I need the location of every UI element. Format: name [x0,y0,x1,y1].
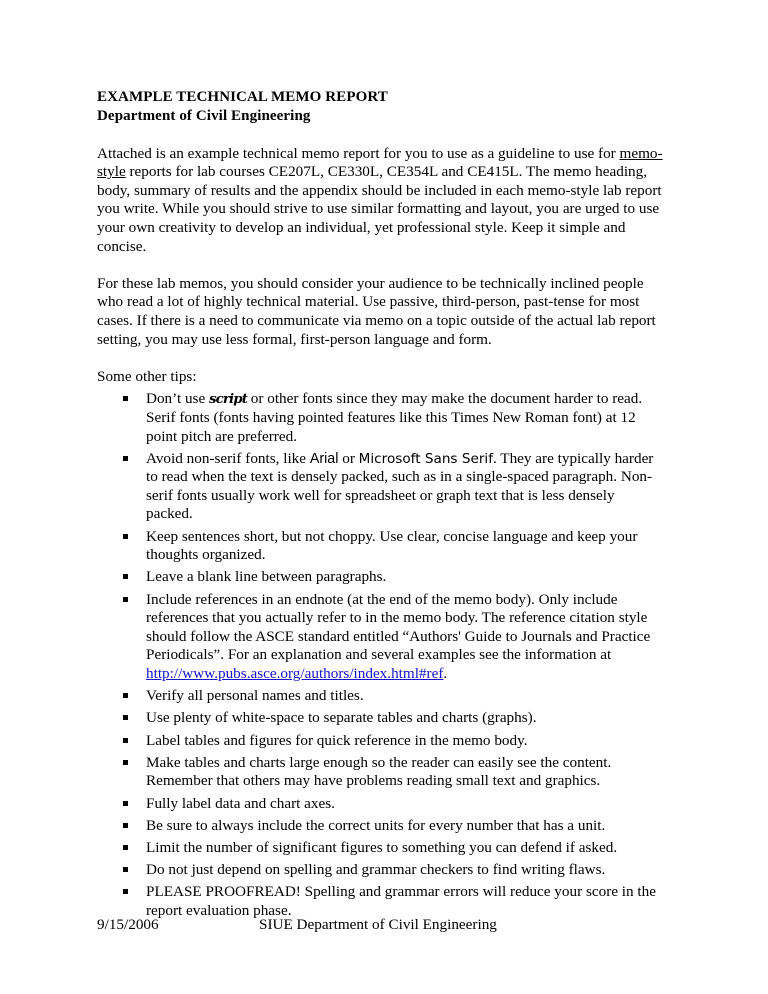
tip-text: Make tables and charts large enough so the reader can easily see the content. Remember that others may have problems reading small text and graphics. [146,753,612,790]
list-item [97,839,663,858]
tip-text: Use plenty of white-space to separate tables and charts (graphs). [146,709,537,727]
list-item [97,817,663,836]
list-item [97,754,663,791]
tip-text-part-2: . [443,665,448,682]
intro-paragraph-part-1: Attached is an example technical memo report for you to use as a guideline to use for [97,144,620,162]
square-bullet-icon [123,839,133,858]
square-bullet-icon [123,591,133,610]
page-title: EXAMPLE TECHNICAL MEMO REPORT [97,89,388,105]
square-bullet-icon [123,568,133,587]
spacer [97,256,663,275]
memo-style-underlined-term: memo-style [97,144,663,181]
tip-text: Label tables and figures for quick reference in the memo body. [146,731,528,749]
list-item [97,732,663,751]
list-item [97,528,663,565]
tip-text-part-1: Avoid non-serif fonts, like [146,449,310,467]
square-bullet-icon [123,795,133,814]
tips-lead-in: Some other tips: [97,367,197,385]
microsoft-sans-serif-font-sample: Microsoft Sans Serif [358,450,493,467]
list-item [97,687,663,706]
page-footer [97,915,663,934]
square-bullet-icon [123,687,133,706]
tip-text-part-1: Include references in an endnote (at the end of the memo body). Only include references that you actually refer to in the memo body. The reference citation style should follow the ASCE standard entitled “Authors' Guide to Journals and Practice Periodicals”. For an explanation and several examples see the information at [146,590,651,664]
square-bullet-icon [123,817,133,836]
tip-text: Keep sentences short, but not choppy. Use clear, concise language and keep your thoughts organized. [146,527,638,564]
tip-text-part-2: or other fonts since they may make the document harder to read. Serif fonts (fonts having pointed features like this Times New Roman font) at 12 point pitch are preferred. [146,390,643,445]
tip-text: Fully label data and chart axes. [146,794,335,812]
square-bullet-icon [123,883,133,902]
asce-reference-link[interactable]: http://www.pubs.asce.org/authors/index.html#ref [146,665,444,682]
tip-text-part-1: Don’t use [146,390,209,408]
spacer [97,349,663,368]
arial-font-sample: Arial [309,450,339,467]
page-subtitle: Department of Civil Engineering [97,108,311,124]
tips-list [97,390,663,920]
square-bullet-icon [123,450,133,469]
list-item [97,591,663,684]
list-item [97,568,663,587]
footer-date: 9/15/2006 [97,916,159,933]
document-content [97,88,663,924]
spacer [97,126,663,145]
list-item [97,861,663,880]
tip-text: Verify all personal names and titles. [146,687,364,705]
script-font-sample: script [209,391,247,408]
list-item [97,709,663,728]
square-bullet-icon [123,390,133,409]
footer-organization: SIUE Department of Civil Engineering [259,916,497,933]
tip-text: Leave a blank line between paragraphs. [146,568,387,586]
tip-text-part-3: . They are typically harder to read when the text is densely packed, such as in a single-spaced paragraph. Non-serif fonts usually work well for spreadsheet or graph text that is less densely packed. [146,449,654,523]
square-bullet-icon [123,709,133,728]
list-item [97,795,663,814]
audience-paragraph: For these lab memos, you should consider your audience to be technically inclined people who read a lot of highly technical material. Use passive, third-person, past-tense for most cases. If there is a need to communicate via memo on a topic outside of the actual lab report setting, you may use less formal, first-person language and form. [97,274,656,348]
tip-text: Limit the number of significant figures to something you can defend if asked. [146,838,618,856]
list-item [97,390,663,446]
tip-text: Do not just depend on spelling and grammar checkers to find writing flaws. [146,861,606,879]
list-item [97,450,663,524]
tip-text: Be sure to always include the correct units for every number that has a unit. [146,816,606,834]
square-bullet-icon [123,861,133,880]
intro-paragraph [97,145,663,257]
intro-paragraph-part-2: reports for lab courses CE207L, CE330L, CE354L and CE415L. The memo heading, body, summary of results and the appendix should be included in each memo-style lab report you write. While you should strive to use similar formatting and layout, you are urged to use your own creativity to develop an individual, yet professional style. Keep it simple and concise. [97,163,662,255]
square-bullet-icon [123,528,133,547]
tip-text: PLEASE PROOFREAD! Spelling and grammar errors will reduce your score in the report evaluation phase. [146,883,656,919]
square-bullet-icon [123,732,133,751]
tip-text-part-2: or [338,449,359,467]
square-bullet-icon [123,754,133,773]
